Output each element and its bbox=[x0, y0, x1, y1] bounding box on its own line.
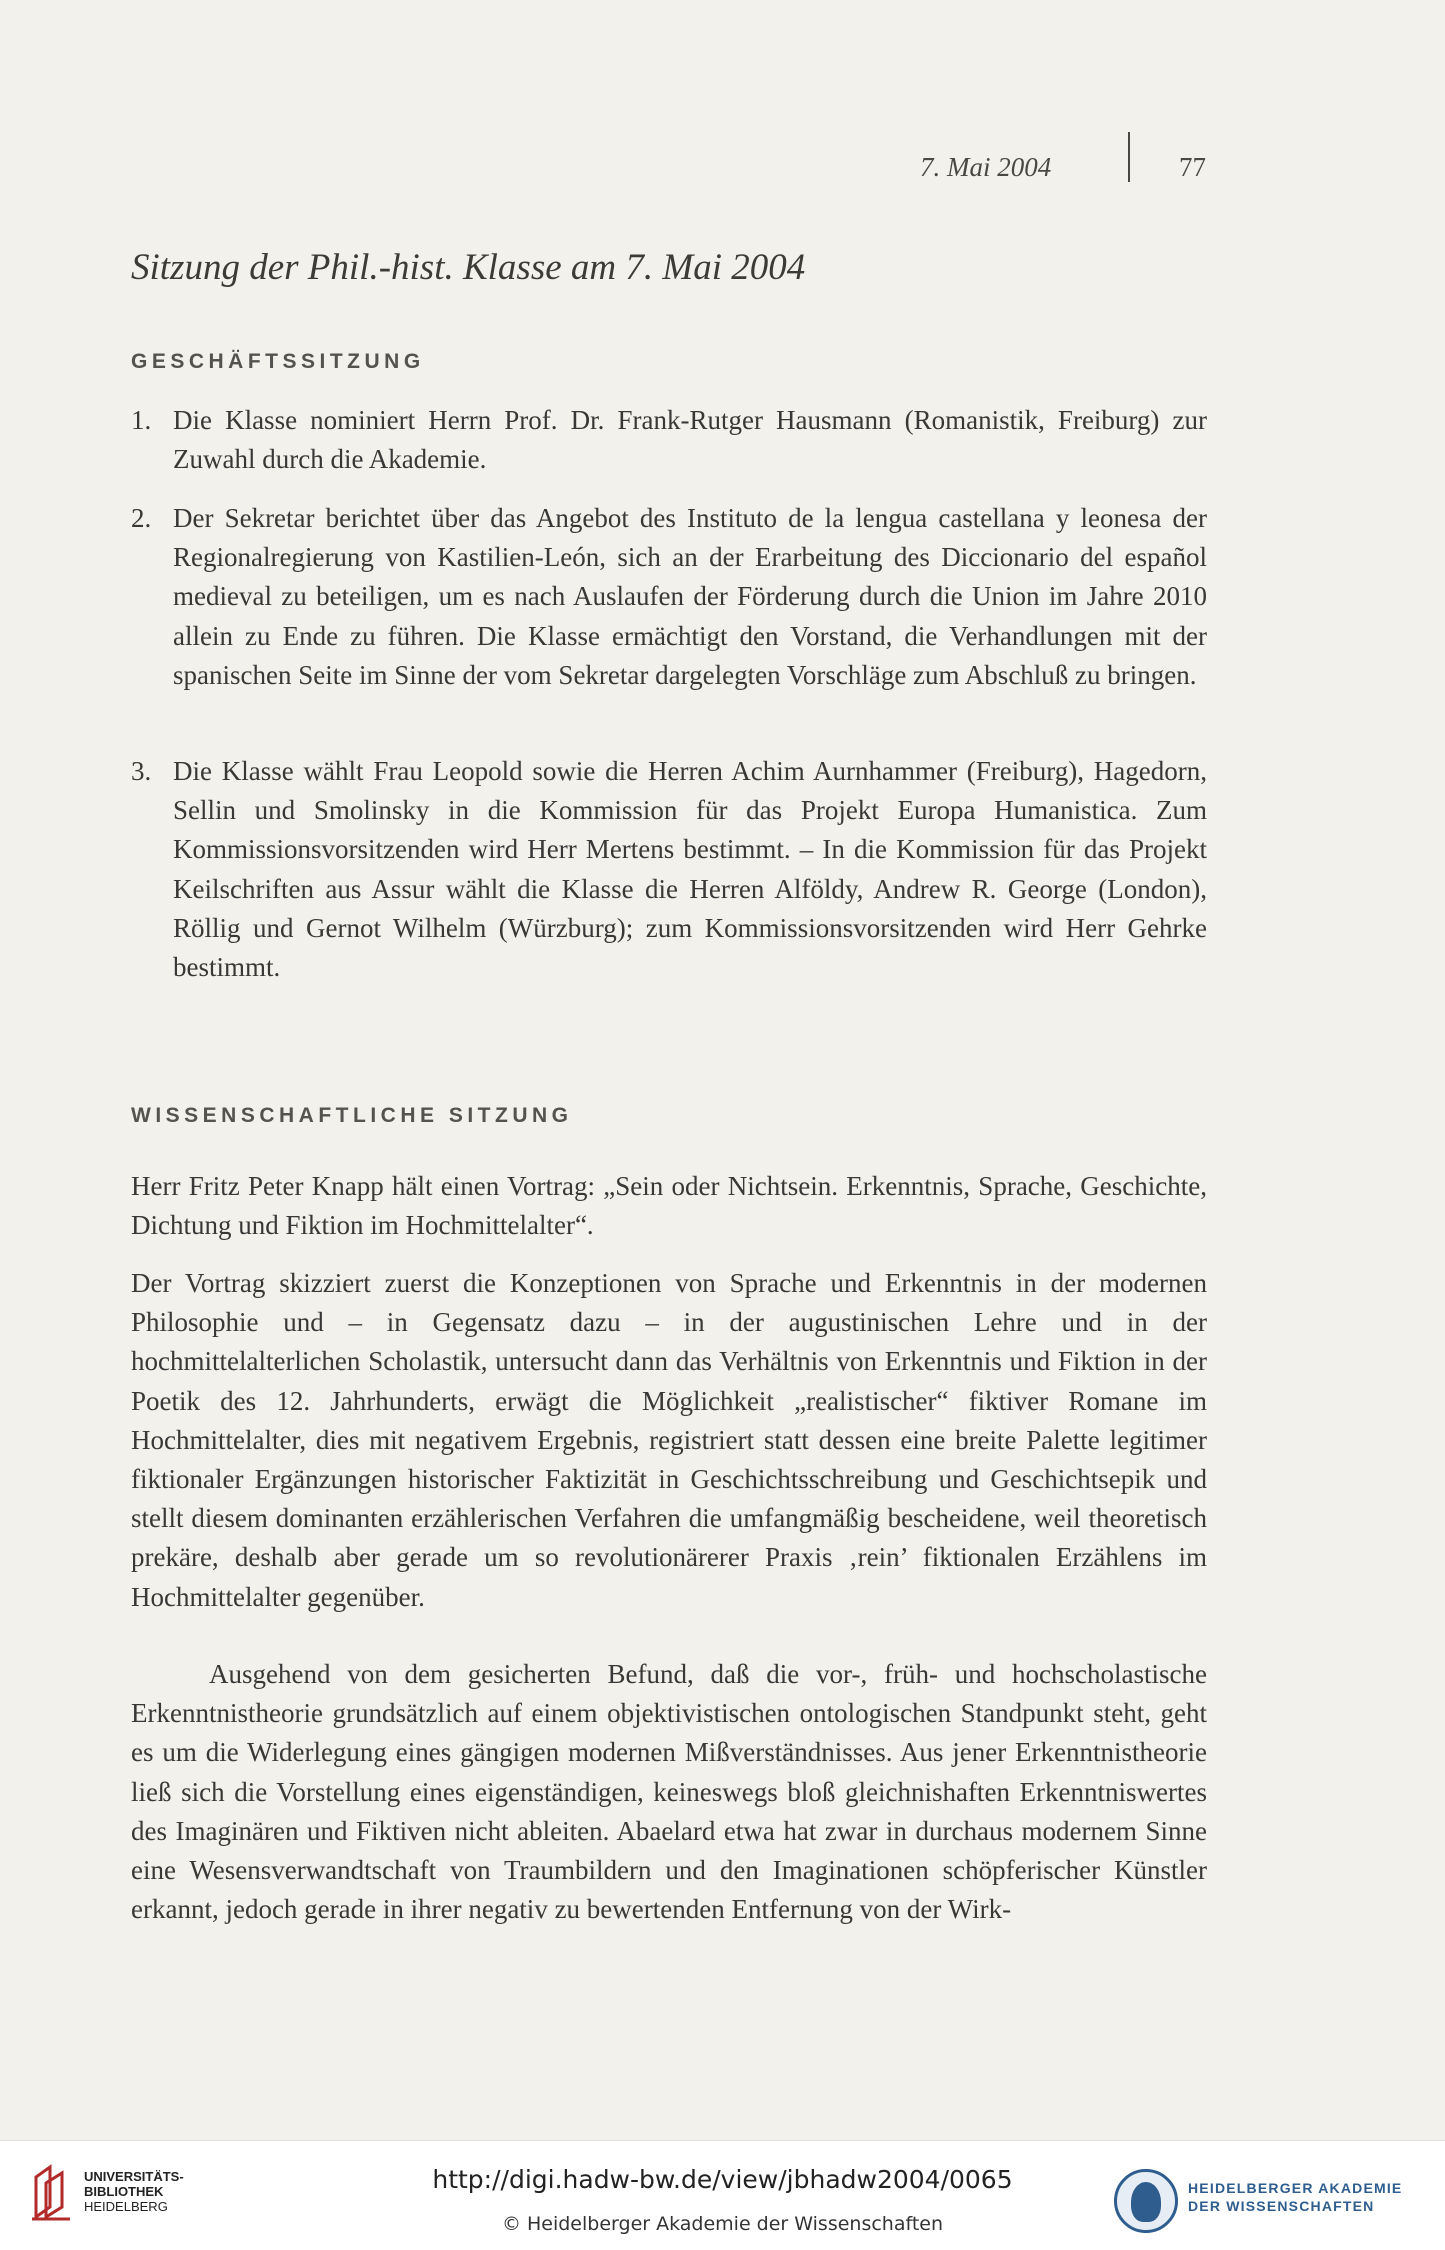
footer-bar bbox=[0, 2140, 1445, 2250]
list-item-text: Die Klasse wählt Frau Leopold sowie die Herren Achim Aurnhammer (Freiburg), Hagedorn, Sellin und Smolinsky in die Kommission für das Projekt Europa Humanistica. Zum Kommissionsvorsitzenden wird Herr Mertens bestimmt. – In die Kommission für das Projekt Keilschriften aus Assur wählt die Klasse die Herren Alföldy, Andrew R. George (London), Röllig und Gernot Wilhelm (Würzburg); zum Kommissionsvorsitzenden wird Herr Gehrke bestimmt. bbox=[173, 756, 1207, 983]
list-item-text: Die Klasse nominiert Herrn Prof. Dr. Frank-Rutger Hausmann (Romanistik, Freiburg) zur Zuwahl durch die Akademie. bbox=[173, 405, 1207, 475]
list-item-text: Der Sekretar berichtet über das Angebot des Instituto de la lengua castellana y leonesa der Regionalregierung von Kastilien-León, sich an der Erarbeitung des Diccionario del español medieval zu beteiligen, um es nach Auslaufen der Förderung durch die Union im Jahre 2010 allein zu Ende zu führen. Die Klasse ermächtigt den Vorstand, die Verhandlungen mit der spanischen Seite im Sinne der vom Sekretar dargelegten Vorschläge zum Abschluß zu bringen. bbox=[173, 503, 1207, 690]
page-number: 77 bbox=[1179, 152, 1206, 182]
running-header bbox=[900, 150, 1214, 190]
list-item-number: 1. bbox=[131, 405, 152, 435]
list-item-number: 3. bbox=[131, 756, 152, 786]
section-heading-business: GESCHÄFTSSITZUNG bbox=[131, 350, 425, 373]
library-logo-line: UNIVERSITÄTS- bbox=[84, 2169, 184, 2184]
academy-seal-icon bbox=[1114, 2169, 1178, 2233]
academy-logo-line: HEIDELBERGER AKADEMIE bbox=[1188, 2180, 1403, 2196]
paragraph: Herr Fritz Peter Knapp hält einen Vortrag: „Sein oder Nichtsein. Erkenntnis, Sprache, Geschichte, Dichtung und Fiktion im Hochmittelalter“. bbox=[131, 1171, 1207, 1241]
list-item bbox=[131, 752, 1207, 987]
header-divider bbox=[1128, 132, 1130, 182]
academy-logo-line: DER WISSENSCHAFTEN bbox=[1188, 2198, 1375, 2214]
copyright-notice: © Heidelberger Akademie der Wissenschaften bbox=[501, 2213, 944, 2235]
library-logo-line: BIBLIOTHEK bbox=[84, 2184, 164, 2199]
academy-logo-text bbox=[1188, 2179, 1402, 2215]
list-item bbox=[131, 499, 1207, 695]
list-item-number: 2. bbox=[131, 503, 152, 533]
paragraph: Ausgehend von dem gesicherten Befund, daß die vor-, früh- und hochscholastische Erkenntnistheorie grundsätzlich auf einem objektivistischen ontologischen Standpunkt steht, geht es um die Widerlegung eines gängigen modernen Mißverständnisses. Aus jener Erkenntnistheorie ließ sich die Vorstellung eines eigenständigen, keineswegs bloß gleichnishaften Erkenntniswertes des Imaginären und Fiktiven nicht ableiten. Abaelard etwa hat zwar in durchaus modernem Sinne eine Wesensverwandtschaft von Traumbildern und den Imaginationen schöpferischer Künstler erkannt, jedoch gerade in ihrer negativ zu bewertenden Entfernung von der Wirk- bbox=[131, 1659, 1207, 1925]
list-item bbox=[131, 401, 1207, 479]
page-title: Sitzung der Phil.-hist. Klasse am 7. Mai 2004 bbox=[131, 247, 806, 288]
paragraph: Der Vortrag skizziert zuerst die Konzeptionen von Sprache und Erkenntnis in der modernen Philosophie und – in Gegensatz dazu – in der augustinischen Lehre und in der hochmittelalterlichen Scholastik, untersucht dann das Verhältnis von Erkenntnis und Fiktion in der Poetik des 12. Jahrhunderts, erwägt die Möglichkeit „realistischer“ fiktiver Romane im Hochmittelalter, dies mit negativem Ergebnis, registriert statt dessen eine breite Palette legitimer fiktionaler Ergänzungen historischer Faktizität in Geschichtsschreibung und Geschichtsepik und stellt diesem dominanten erzählerischen Verfahren die umfangmäßig bescheidene, weil theoretisch prekäre, deshalb aber gerade um so revolutionärerer Praxis ‚rein’ fiktionalen Erzählens im Hochmittelalter gegenüber. bbox=[131, 1268, 1207, 1612]
header-date: 7. Mai 2004 bbox=[920, 152, 1052, 182]
section-heading-scientific: WISSENSCHAFTLICHE SITZUNG bbox=[131, 1104, 573, 1127]
library-logo-line: HEIDELBERG bbox=[84, 2199, 168, 2214]
permalink-url[interactable]: http://digi.hadw-bw.de/view/jbhadw2004/0065 bbox=[432, 2165, 1013, 2194]
